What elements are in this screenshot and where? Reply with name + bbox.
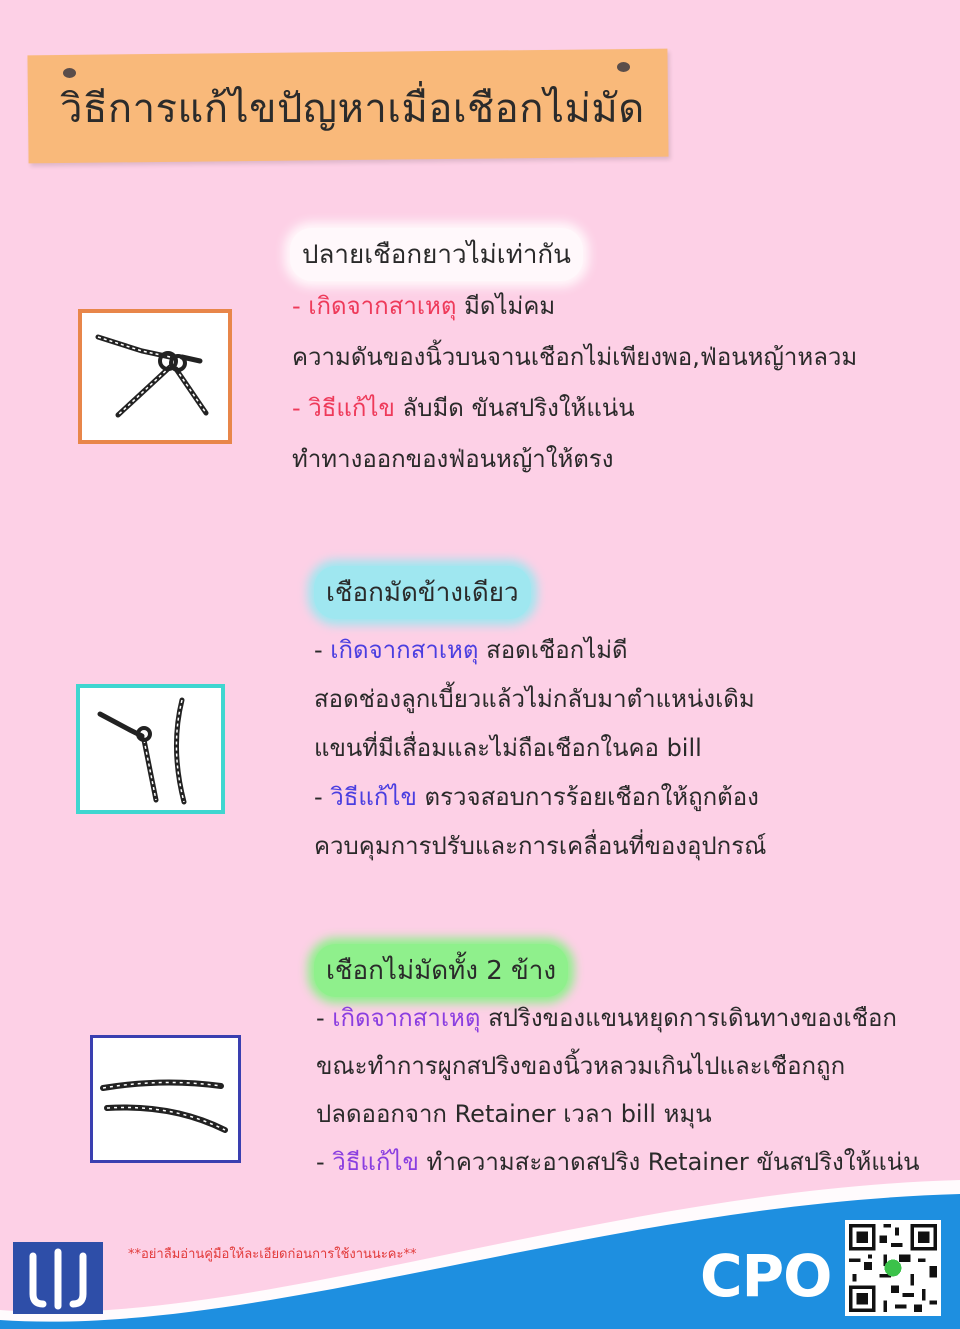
fix-label: วิธีแก้ไข — [332, 1148, 419, 1176]
cause-text: สอดเชือกไม่ดี — [486, 636, 628, 664]
section-1-cause: - เกิดจากสาเหตุ มีดไม่คม — [292, 292, 556, 320]
fix-label: วิธีแก้ไข — [330, 783, 417, 811]
rope-one-side-image — [76, 684, 225, 814]
section-1-heading: ปลายเชือกยาวไม่เท่ากัน — [290, 228, 583, 281]
cause-label: เกิดจากสาเหตุ — [330, 636, 479, 664]
university-logo — [13, 1242, 103, 1314]
cause-line-3: ปลดออกจาก Retainer เวลา bill หมุน — [316, 1100, 712, 1128]
section-3-body — [316, 994, 920, 1186]
fix-line-2: ควบคุมการปรับและการเคลื่อนที่ของอุปกรณ์ — [314, 832, 767, 860]
pin-right — [617, 62, 630, 72]
section-2-heading: เชือกมัดข้างเดียว — [314, 566, 531, 619]
rope-single-knot-icon — [80, 688, 221, 810]
rope-two-strands-icon — [93, 1038, 238, 1160]
fix-label: วิธีแก้ไข — [308, 394, 395, 422]
fix-text: ทำความสะอาดสปริง Retainer ขันสปริงให้แน่น — [426, 1148, 920, 1176]
rope-no-knot-image — [90, 1035, 241, 1163]
qr-code-icon[interactable] — [845, 1220, 941, 1316]
section-2-cause: - เกิดจากสาเหตุ สอดเชือกไม่ดี — [314, 636, 628, 664]
cause-text: สปริงของแขนหยุดการเดินทางของเชือก — [488, 1004, 897, 1032]
fix-text: ตรวจสอบการร้อยเชือกให้ถูกต้อง — [424, 783, 759, 811]
fix-line-2: ทำทางออกของฟ่อนหญ้าให้ตรง — [292, 445, 614, 473]
section-3-heading: เชือกไม่มัดทั้ง 2 ข้าง — [314, 944, 568, 997]
cause-text: มีดไม่คม — [464, 292, 556, 320]
qr-pattern — [845, 1220, 941, 1316]
page-title: วิธีการแก้ไขปัญหาเมื่อเชือกไม่มัด — [60, 86, 645, 132]
cause-label: เกิดจากสาเหตุ — [308, 292, 457, 320]
logo-icon — [13, 1242, 103, 1314]
section-2-body — [314, 626, 766, 871]
section-3-fix: - วิธีแก้ไข ทำความสะอาดสปริง Retainer ขันสปริงให้แน่น — [316, 1148, 920, 1176]
rope-knot-icon — [82, 313, 228, 440]
cause-line-2: ความดันของนิ้วบนจานเชือกไม่เพียงพอ,ฟ่อนหญ้าหลวม — [292, 343, 858, 371]
cause-line-3: แขนที่มีเสื่อมและไม่ถือเชือกในคอ bill — [314, 734, 702, 762]
section-1-body — [292, 281, 857, 485]
cause-line-2: สอดช่องลูกเบี้ยวแล้วไม่กลับมาตำแหน่งเดิม — [314, 685, 755, 713]
section-2-fix: - วิธีแก้ไข ตรวจสอบการร้อยเชือกให้ถูกต้อง — [314, 783, 759, 811]
footer-note: **อย่าลืมอ่านคู่มือให้ละเอียดก่อนการใช้งานนะคะ** — [128, 1247, 417, 1262]
fix-text: ลับมีด ขันสปริงให้แน่น — [402, 394, 635, 422]
section-3-cause: - เกิดจากสาเหตุ สปริงของแขนหยุดการเดินทางของเชือก — [316, 1004, 897, 1032]
rope-uneven-ends-image — [78, 309, 232, 444]
section-1-fix: - วิธีแก้ไข ลับมีด ขันสปริงให้แน่น — [292, 394, 635, 422]
cause-line-2: ขณะทำการผูกสปริงของนิ้วหลวมเกินไปและเชือกถูก — [316, 1052, 846, 1080]
brand-logo-text: CPO — [700, 1242, 832, 1310]
cause-label: เกิดจากสาเหตุ — [332, 1004, 481, 1032]
